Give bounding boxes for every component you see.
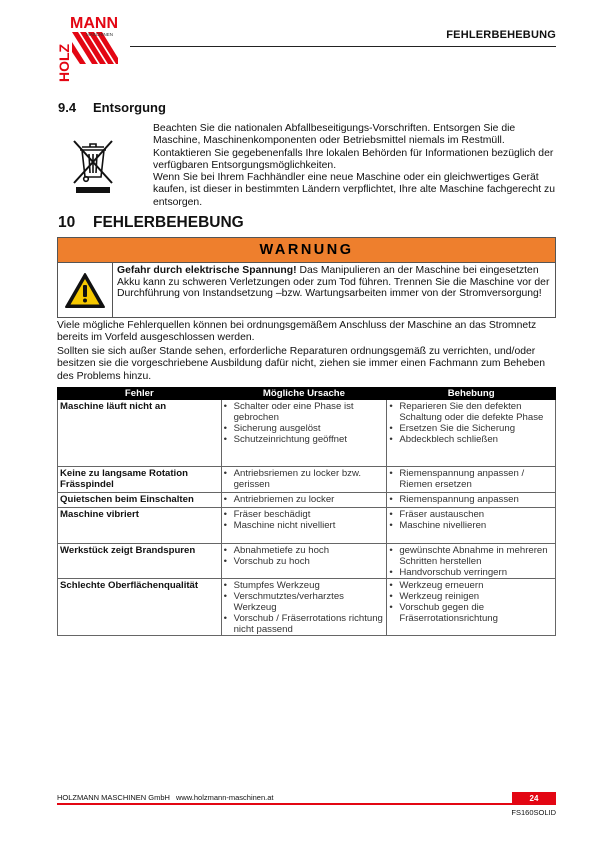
troubleshooting-table: [57, 387, 556, 636]
table-row: [58, 579, 556, 636]
list-item: • Schutzeinrichtung geöffnet: [224, 434, 385, 445]
list-item: • Handvorschub verringern: [389, 567, 553, 578]
table-row: [58, 400, 556, 467]
fault-cell: Schlechte Oberflächenqualität: [58, 579, 222, 636]
fault-cell: Maschine läuft nicht an: [58, 400, 222, 467]
list-item: • Riemenspannung anpassen / Riemen ersetzen: [389, 468, 553, 490]
header-fix: Behebung: [387, 388, 556, 400]
model-name: FS160SOLID: [511, 808, 556, 817]
list-item: • Reparieren Sie den defekten Schaltung oder die defekte Phase: [389, 401, 553, 423]
warning-heading: WARNUNG: [58, 238, 555, 263]
fix-cell: [387, 579, 556, 636]
section-heading-troubleshooting: [58, 214, 244, 232]
list-item: • Maschine nivellieren: [389, 520, 553, 531]
table-row: [58, 467, 556, 493]
footer-bar: [57, 803, 556, 805]
logo-brand-top: MANN: [70, 15, 118, 32]
warning-box: [57, 237, 556, 318]
section-number: 10: [58, 214, 76, 231]
table-row: [58, 508, 556, 544]
cause-cell: [221, 544, 387, 579]
fix-cell: [387, 508, 556, 544]
table-row: [58, 544, 556, 579]
logo-brand-side: HOLZ: [56, 43, 72, 82]
cause-cell: [221, 508, 387, 544]
header-title: FEHLERBEHEBUNG: [446, 29, 556, 41]
fault-cell: Maschine vibriert: [58, 508, 222, 544]
fix-cell: [387, 493, 556, 508]
list-item: • Abnahmetiefe zu hoch: [224, 545, 385, 556]
fault-cell: Quietschen beim Einschalten: [58, 493, 222, 508]
section-number: 9.4: [58, 100, 77, 115]
list-item: • Vorschub / Fräserrotations richtung nicht passend: [224, 613, 385, 635]
cause-cell: [221, 493, 387, 508]
page-number: 24: [512, 792, 556, 805]
header-cause: Mögliche Ursache: [221, 388, 387, 400]
list-item: • Werkzeug reinigen: [389, 591, 553, 602]
list-item: • Fräser beschädigt: [224, 509, 385, 520]
list-item: • Schalter oder eine Phase ist gebrochen: [224, 401, 385, 423]
table-row: [58, 493, 556, 508]
fix-cell: [387, 467, 556, 493]
cause-cell: [221, 400, 387, 467]
table-header-row: [58, 388, 556, 400]
cause-cell: [221, 579, 387, 636]
troubleshooting-paragraph-2: Sollten sie sich außer Stande sehen, erforderliche Reparaturen ordnungsgemäß zu verrichten, und/oder besitzen sie die vorgeschriebene Ausbildung dafür nicht, ziehen sie immer einen Fachmann zum Beheben des Problems hinzu.: [57, 346, 546, 382]
warning-body: Das Manipulieren an der Maschine bei eingesetzten Akku kann zu schweren Verletzungen oder zum Tod führen. Trennen Sie die Maschine vor der Durchführung von Instandsetzung –bzw. Wartungsarbeiten immer von der Stromversorgung!: [117, 265, 550, 300]
list-item: • Vorschub gegen die Fräserrotationsrichtung: [389, 602, 553, 624]
list-item: • Vorschub zu hoch: [224, 556, 385, 567]
list-item: • Verschmutztes/verharztes Werkzeug: [224, 591, 385, 613]
crossed-out-wheelie-bin-icon: [68, 135, 118, 195]
list-item: • Abdeckblech schließen: [389, 434, 553, 445]
list-item: • Stumpfes Werkzeug: [224, 580, 385, 591]
fault-cell: Keine zu langsame Rotation Frässpindel: [58, 467, 222, 493]
list-item: • Ersetzen Sie die Sicherung: [389, 423, 553, 434]
list-item: • gewünschte Abnahme in mehreren Schritten herstellen: [389, 545, 553, 567]
footer-company: [57, 793, 273, 802]
warning-text: [117, 265, 551, 300]
fix-cell: [387, 544, 556, 579]
section-heading-disposal: [58, 100, 166, 115]
holzmann-logo: [58, 12, 120, 84]
list-item: • Antriebsriemen zu locker bzw. gerissen: [224, 468, 385, 490]
warning-icon-cell: [58, 263, 113, 318]
disposal-paragraph-1: Beachten Sie die nationalen Abfallbeseitigungs-Vorschriften. Entsorgen Sie die Maschine, Maschinenkomponenten oder Betriebsmittel niemals im Restmüll. Kontaktieren Sie gegebenenfalls Ihre lokalen Behörden für Informationen bezüglich der verfügbaren Entsorgungsmöglichkeiten.: [153, 123, 554, 171]
footer-company-name: HOLZMANN MASCHINEN GmbH: [57, 793, 170, 802]
warning-triangle-icon: [64, 272, 106, 310]
fault-cell: Werkstück zeigt Brandspuren: [58, 544, 222, 579]
list-item: • Fräser austauschen: [389, 509, 553, 520]
disposal-paragraph-2: Wenn Sie bei Ihrem Fachhändler eine neue Maschine oder ein gleichwertiges Gerät kaufen, ist dieser in bestimmten Ländern verpflichtet, Ihre alte Maschine fachgerecht zu entsorgen.: [153, 172, 555, 208]
section-title: Entsorgung: [93, 100, 166, 115]
logo-brand-sub: MASCHINEN: [86, 32, 114, 37]
list-item: • Antriebriemen zu locker: [224, 494, 385, 505]
list-item: • Riemenspannung anpassen: [389, 494, 553, 505]
footer-url: www.holzmann-maschinen.at: [175, 793, 274, 802]
troubleshooting-paragraph-1: Viele mögliche Fehlerquellen können bei ordnungsgemäßem Anschluss der Maschine an das Stromnetz bereits im Vorfeld ausgeschlossen werden.: [57, 320, 537, 344]
list-item: • Werkzeug erneuern: [389, 580, 553, 591]
section-title: FEHLERBEHEBUNG: [93, 214, 244, 231]
cause-cell: [221, 467, 387, 493]
header-rule: [130, 46, 556, 47]
list-item: • Maschine nicht nivelliert: [224, 520, 385, 531]
header-fault: Fehler: [58, 388, 222, 400]
fix-cell: [387, 400, 556, 467]
list-item: • Sicherung ausgelöst: [224, 423, 385, 434]
warning-bold: Gefahr durch elektrische Spannung!: [117, 265, 297, 276]
